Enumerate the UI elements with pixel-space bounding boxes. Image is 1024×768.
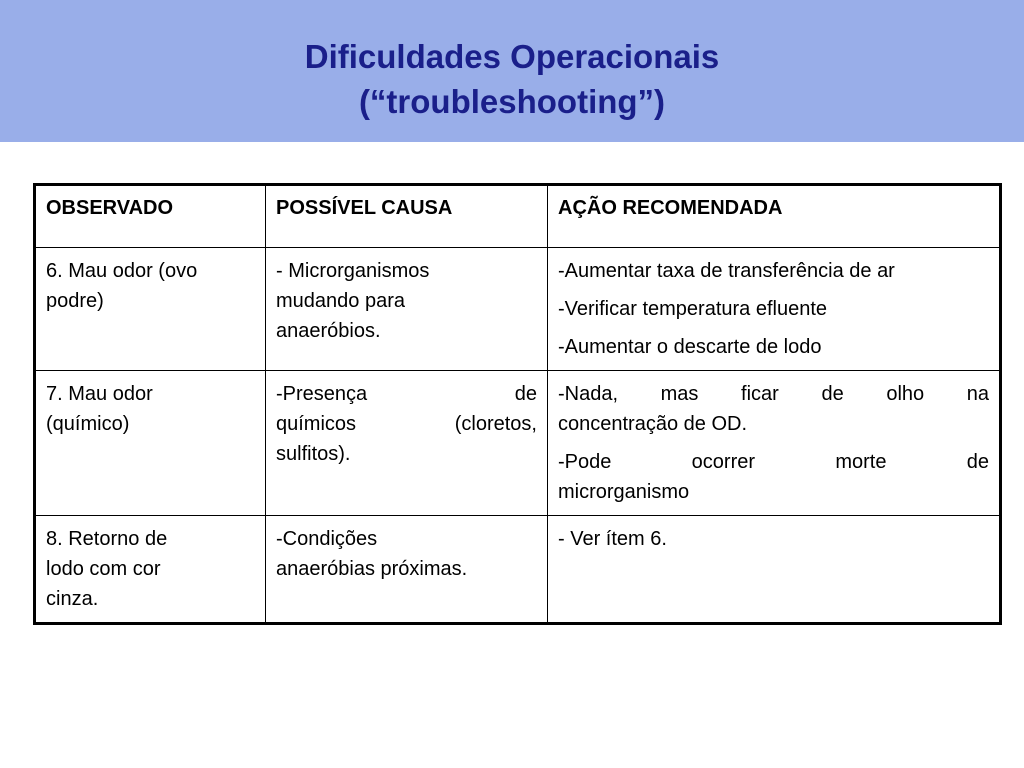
cell-line: químicos (cloretos, [276,413,537,435]
slide-title [0,34,1024,124]
cell-observado [35,371,266,516]
cell-line: -Presença de [276,383,537,405]
cell-line: 7. Mau odor [46,383,153,405]
cell-line: - Microrganismos [276,260,430,282]
cell-acao [548,516,1001,624]
cell-line: -Aumentar taxa de transferência de ar [558,260,895,282]
cell-line: anaeróbias próximas. [276,558,468,580]
cell-line: podre) [46,290,104,312]
cell-line: sulfitos). [276,443,351,465]
cell-line: cinza. [46,588,99,610]
cell-line: -Aumentar o descarte de lodo [558,336,822,358]
cell-line: -Condições [276,528,378,550]
title-line-1: Dificuldades Operacionais [304,38,720,75]
cell-line: 8. Retorno de [46,528,168,550]
cell-line: concentração de OD. [558,413,747,435]
cell-line: lodo com cor [46,558,161,580]
cell-line: 6. Mau odor (ovo [46,260,198,282]
cell-line: mudando para [276,290,405,312]
cell-causa [266,516,548,624]
cell-causa [266,371,548,516]
cell-observado [35,516,266,624]
cell-line: -Nada, mas ficar de olho na [558,383,989,405]
cell-line: microrganismo [558,481,690,503]
cell-line: (químico) [46,413,130,435]
cell-line: -Pode ocorrer morte de [558,451,989,473]
cell-observado [35,248,266,371]
table-row [35,516,1001,624]
cell-acao [548,371,1001,516]
table-row [35,371,1001,516]
cell-line: - Ver ítem 6. [558,528,667,550]
header-observado: OBSERVADO [35,185,266,248]
title-line-2: (“troubleshooting”) [358,83,666,120]
cell-causa [266,248,548,371]
header-possivel-causa: POSSÍVEL CAUSA [266,185,548,248]
troubleshooting-table [33,183,1002,625]
table-row [35,248,1001,371]
header-acao-recomendada: AÇÃO RECOMENDADA [548,185,1001,248]
cell-acao [548,248,1001,371]
cell-line: -Verificar temperatura efluente [558,298,828,320]
cell-line: anaeróbios. [276,320,381,342]
table-header-row [35,185,1001,248]
